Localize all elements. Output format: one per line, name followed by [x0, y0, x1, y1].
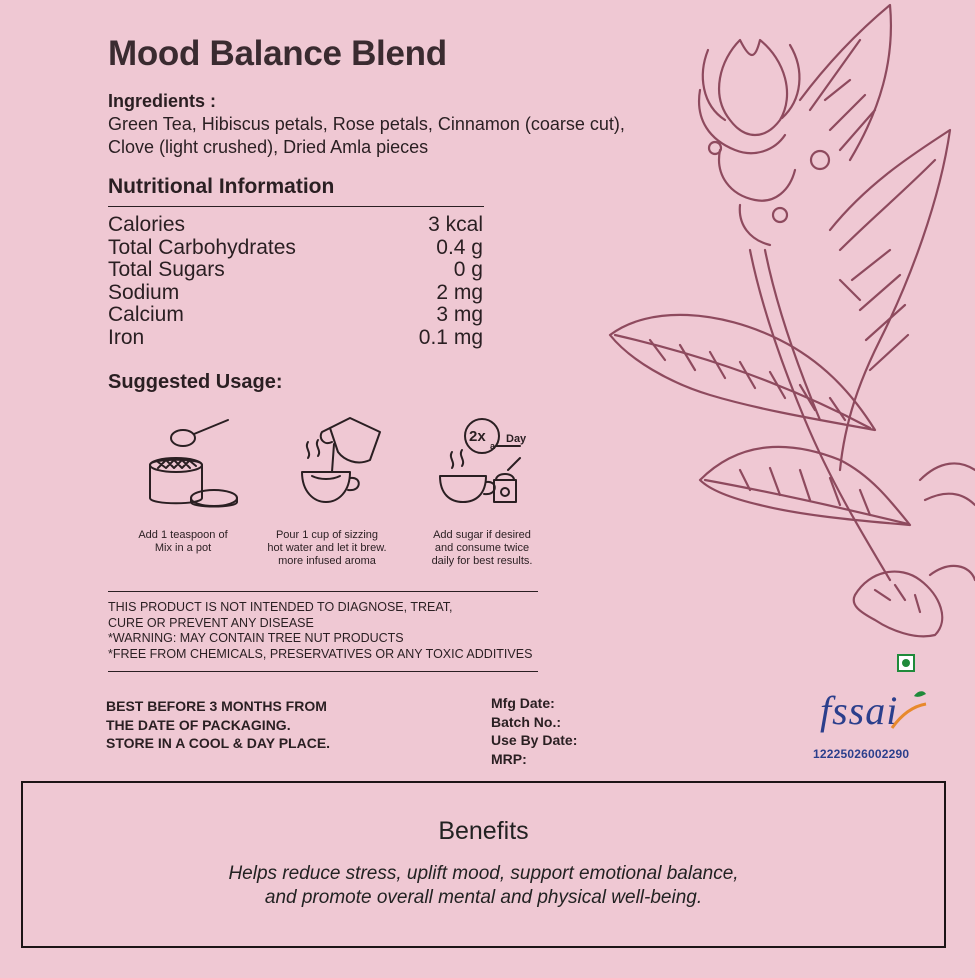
badge-count: 2x	[469, 428, 486, 445]
usage-step-3	[422, 410, 542, 567]
caption-line: Add sugar if desired	[433, 529, 531, 541]
storage-line: STORE IN A COOL & DAY PLACE.	[106, 735, 331, 751]
warning-line: *FREE FROM CHEMICALS, PRESERVATIVES OR ANY TOXIC ADDITIVES	[108, 646, 533, 661]
cup-sugar-twice-daily-icon	[422, 410, 542, 510]
nutrient-value: 0.4 g	[436, 235, 483, 259]
pour-water-cup-icon	[262, 410, 392, 510]
nutrition-row	[108, 214, 483, 237]
storage-info	[106, 697, 330, 753]
nutrition-row	[108, 304, 483, 327]
nutrient-name: Sodium	[108, 280, 180, 304]
nutrient-value: 2 mg	[436, 280, 483, 304]
usage-step-caption	[262, 529, 392, 568]
nutrition-row	[108, 282, 483, 305]
storage-line: BEST BEFORE 3 MONTHS FROM	[106, 698, 327, 714]
vegetarian-mark-icon	[897, 654, 915, 672]
nutrition-row	[108, 237, 483, 260]
nutrition-row	[108, 327, 483, 350]
nutrient-value: 3 mg	[436, 303, 483, 327]
use-by-label: Use By Date:	[491, 732, 578, 748]
warning-line: THIS PRODUCT IS NOT INTENDED TO DIAGNOSE, TREAT,	[108, 600, 453, 614]
benefits-line: and promote overall mental and physical well-being.	[264, 887, 703, 908]
usage-step-caption	[422, 529, 542, 568]
warning-divider-bottom	[108, 671, 538, 672]
nutrient-value: 0.1 mg	[418, 325, 483, 349]
ingredients-heading: Ingredients :	[108, 91, 217, 111]
nutrient-name: Total Sugars	[108, 258, 225, 282]
badge-a: a	[490, 441, 496, 451]
benefits-text	[23, 862, 944, 910]
storage-line: THE DATE OF PACKAGING.	[106, 716, 291, 733]
ingredients-text	[108, 113, 708, 159]
benefits-line: Helps reduce stress, uplift mood, support emotional balance,	[228, 863, 739, 884]
benefits-title: Benefits	[438, 817, 529, 845]
ingredients-line: Clove (light crushed), Dried Amla pieces	[108, 137, 429, 157]
caption-line: Mix in a pot	[154, 542, 212, 554]
fssai-logo-text: fssai	[820, 688, 899, 733]
caption-line: more infused aroma	[278, 555, 376, 567]
benefits-box	[21, 781, 946, 948]
batch-info	[491, 694, 577, 768]
nutrient-name: Iron	[108, 325, 145, 349]
fssai-license-number: 12225026002290	[813, 747, 910, 761]
nutrition-heading: Nutritional Information	[108, 175, 335, 198]
caption-line: hot water and let it brew.	[267, 542, 387, 554]
turmeric-plant-illustration	[590, 0, 975, 640]
caption-line: Add 1 teaspoon of	[138, 529, 228, 541]
batch-no-label: Batch No.:	[491, 713, 561, 730]
warning-line: CURE OR PREVENT ANY DISEASE	[108, 615, 314, 630]
usage-step-1	[128, 410, 238, 554]
caption-line: and consume twice	[434, 542, 530, 554]
warning-block	[108, 600, 548, 662]
usage-step-2	[262, 410, 392, 567]
nutrition-row	[108, 259, 483, 282]
nutrient-value: 3 kcal	[428, 213, 483, 236]
nutrition-divider	[108, 206, 484, 207]
nutrient-name: Total Carbohydrates	[108, 235, 296, 259]
badge-day: Day	[506, 433, 527, 445]
mfg-date-label: Mfg Date:	[491, 695, 555, 711]
spoon-and-pot-icon	[128, 410, 238, 510]
product-title: Mood Balance Blend	[108, 34, 447, 73]
nutrient-value: 0 g	[453, 258, 483, 282]
caption-line: daily for best results.	[431, 555, 533, 567]
nutrition-table	[108, 214, 483, 350]
nutrient-name: Calcium	[108, 303, 184, 327]
fssai-logo	[818, 684, 928, 734]
caption-line: Pour 1 cup of sizzing	[275, 529, 379, 541]
usage-heading: Suggested Usage:	[108, 371, 283, 393]
ingredients-line: Green Tea, Hibiscus petals, Rose petals, Cinnamon (coarse cut),	[108, 114, 625, 134]
warning-line: *WARNING: MAY CONTAIN TREE NUT PRODUCTS	[108, 631, 404, 645]
warning-divider-top	[108, 591, 538, 592]
usage-step-caption	[128, 529, 238, 555]
mrp-label: MRP:	[491, 750, 527, 767]
nutrient-name: Calories	[108, 213, 186, 236]
